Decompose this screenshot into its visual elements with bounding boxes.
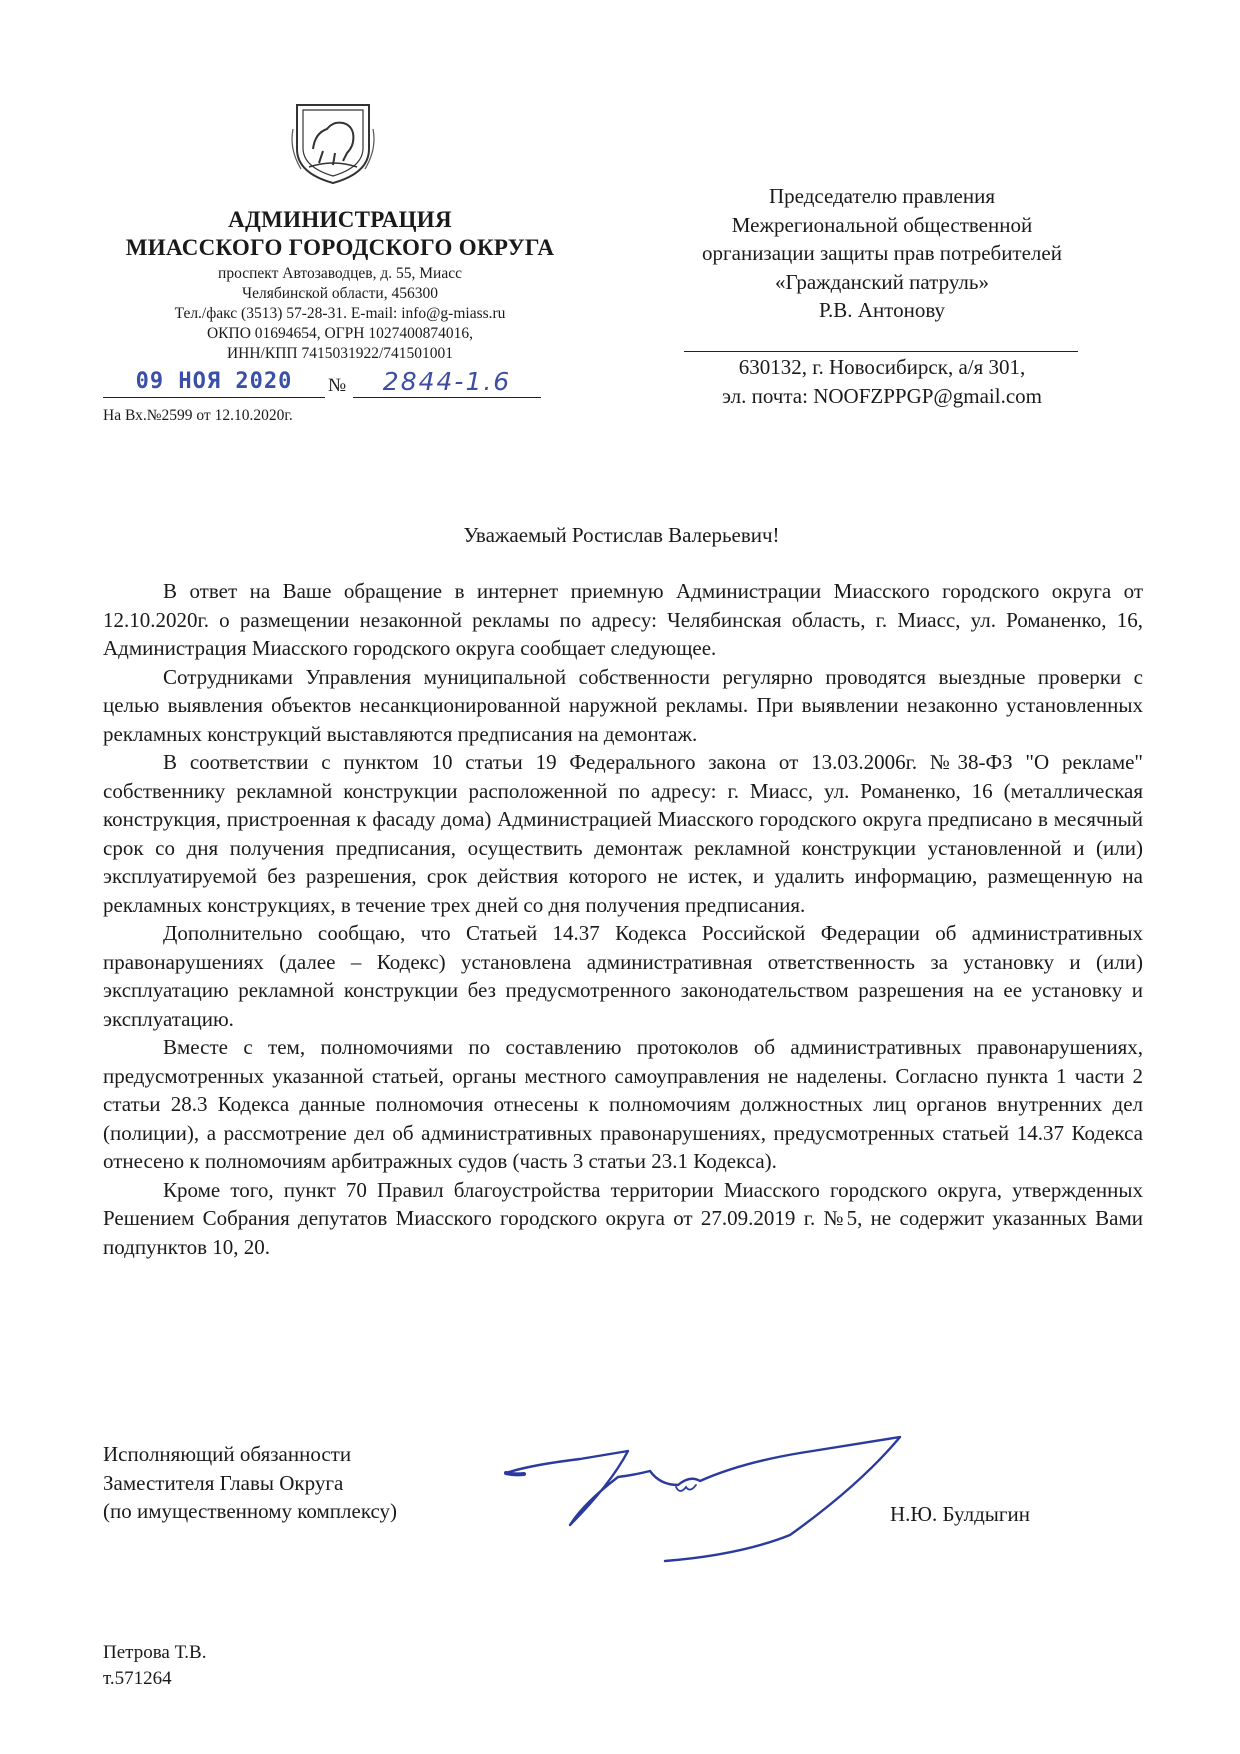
body-paragraph: Кроме того, пункт 70 Правил благоустройства территории Миасского городского округа, утвержденных Решением Собрания депутатов Миасского городского округа от 27.09.2019 г. №5, не содержит указанных Вами подпунктов 10, 20.: [103, 1177, 1143, 1259]
body-paragraph: Вместе с тем, полномочиями по составлению протоколов об административных правонарушениях, предусмотренных указанной статьей, органы местного самоуправления не наделены. Согласно пункта 1 части 2 статьи 28.3 Кодекса данные полномочия отнесены к полномочиям должностных лиц органов внутренних дел (полиции), а рассмотрение дел об административных правонарушениях, предусмотренных статьей 14.37 Кодекса отнесено к полномочиям арбитражных судов (часть 3 статьи 23.1 Кодекса).: [103, 1035, 1143, 1173]
letter-body: [103, 577, 1143, 1261]
recipient-line3: организации защиты прав потребителей: [702, 241, 1062, 265]
body-paragraph: В ответ на Ваше обращение в интернет приемную Администрации Миасского городского округа от 12.10.2020г. о размещении незаконной рекламы по адресу: Челябинская область, г. Миасс, ул. Романенко, 16, Администрация Миасского городского округа сообщает следующее.: [103, 579, 1143, 660]
body-paragraph: В соответствии с пунктом 10 статьи 19 Федерального закона от 13.03.2006г. №38-ФЗ "О рекламе" собственнику рекламной конструкции расположенной по адресу: г. Миасс, ул. Романенко, 16 (металлическая конструкция, пристроенная к фасаду дома) Администрацией Миасского городского округа предписано в месячный срок со дня получения предписания, осуществить демонтаж рекламной конструкции установленной и (или) эксплуатируемой без разрешения, срок действия которого не истек, и удалить информацию, размещенную на рекламных конструкциях, в течение трех дней со дня получения предписания.: [103, 750, 1143, 917]
organization-name-line1: АДМИНИСТРАЦИЯ: [228, 207, 452, 232]
address-line1: проспект Автозаводцев, д. 55, Миасс: [218, 265, 462, 282]
signer-title-line3: (по имущественному комплексу): [103, 1499, 398, 1523]
recipient-line4: «Гражданский патруль»: [775, 269, 989, 294]
okpo-line: ОКПО 01694654, ОГРН 1027400874016,: [206, 325, 473, 342]
recipient-address-line1: 630132, г. Новосибирск, а/я 301,: [738, 355, 1026, 379]
signer-title: [103, 1440, 503, 1526]
address-line2: Челябинской области, 456300: [242, 285, 438, 302]
organization-name: [90, 206, 590, 262]
signer-title-line2: Заместителя Главы Округа: [103, 1470, 344, 1495]
recipient-block: [650, 182, 1114, 325]
signer-name: Н.Ю. Булдыгин: [890, 1502, 1030, 1526]
recipient-line5: Р.В. Антонову: [818, 298, 946, 322]
signer-title-line1: Исполняющий обязанности: [103, 1442, 352, 1466]
organization-details: [90, 264, 590, 364]
registration-number-label: №: [328, 375, 347, 396]
executor-info: [103, 1640, 403, 1692]
salutation: Уважаемый Ростислав Валерьевич!: [463, 523, 780, 547]
reply-reference: На Вх.№2599 от 12.10.2020г.: [103, 407, 293, 424]
recipient-address: [660, 353, 1104, 411]
body-paragraph: Дополнительно сообщаю, что Статьей 14.37 Кодекса Российской Федерации об административных правонарушениях (далее – Кодекс) установлена административная ответственность за установку и (или) эксплуатацию рекламной конструкции без предусмотренного законодательством разрешения на ее установку и эксплуатацию.: [103, 921, 1143, 1031]
coat-of-arms-icon: [289, 99, 377, 185]
body-paragraph: Сотрудниками Управления муниципальной собственности регулярно проводятся выездные проверки с целью выявления объектов несанкционированной наружной рекламы. При выявлении незаконно установленных рекламных конструкций выставляются предписания на демонтаж.: [103, 664, 1143, 746]
inn-line: ИНН/КПП 7415031922/741501001: [226, 345, 454, 362]
recipient-address-line2: эл. почта: NOOFZPPGP@gmail.com: [722, 384, 1042, 408]
organization-name-line2: МИАССКОГО ГОРОДСКОГО ОКРУГА: [125, 235, 555, 260]
handwritten-signature: [500, 1425, 920, 1565]
recipient-line2: Межрегиональной общественной: [731, 212, 1033, 237]
recipient-line1: Председателю правления: [768, 184, 996, 208]
registration-line: [103, 369, 540, 399]
executor-phone: т.571264: [103, 1668, 172, 1689]
registration-number: 2844-1.6: [353, 369, 541, 398]
executor-name: Петрова Т.В.: [103, 1642, 207, 1663]
recipient-divider: [684, 351, 1078, 352]
contact-line: Тел./факс (3513) 57-28-31. E-mail: info@g-miass.ru: [174, 305, 506, 322]
registration-date-stamp: 09 НОЯ 2020: [103, 369, 325, 398]
